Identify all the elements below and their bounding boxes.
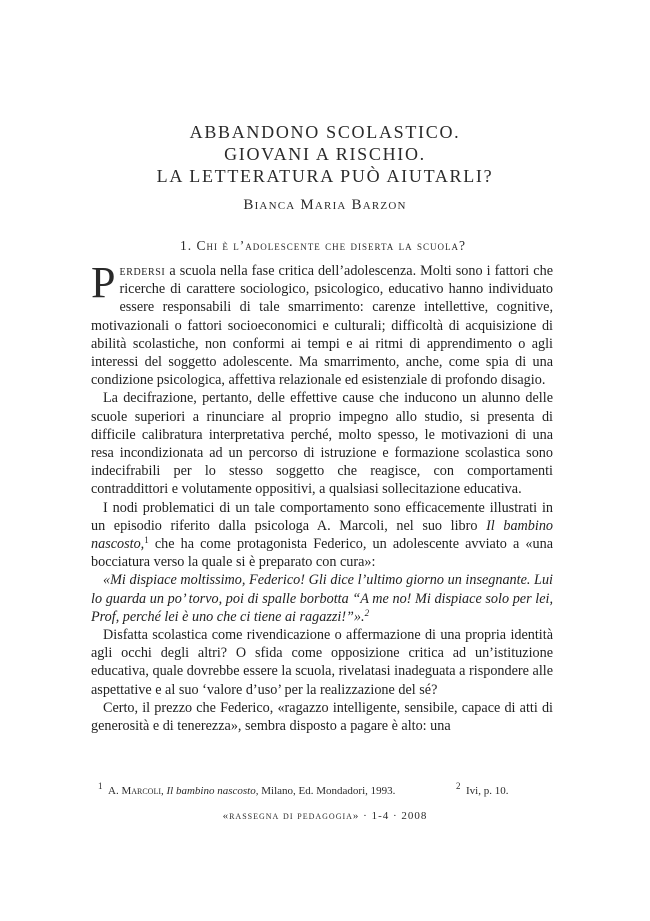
footnote-2-number: 2 [456, 781, 461, 791]
footnote-1-author: A. Marcoli, [108, 785, 164, 797]
footnote-ref-2[interactable]: 2 [364, 607, 370, 618]
paragraph-3 [91, 499, 553, 572]
section-heading: 1. Chi è l’adolescente che diserta la scuola? [180, 238, 466, 253]
paragraph-3-text-a: I nodi problematici di un tale comportamento sono efficacemente illustrati in un episodio riferito dalla psicologa A. Marcoli, nel suo libro [91, 499, 553, 534]
running-footer: «rassegna di pedagogia» · 1-4 · 2008 [222, 810, 428, 822]
paragraph-2: La decifrazione, pertanto, delle effettive cause che inducono un alunno delle scuole superiori a rinunciare al proprio impegno allo studio, si presenta di difficile calibratura interpretativa perché, molto spesso, le motivazioni di una resa incondizionata ad un percorso di istruzione e formazione scolastica sono indecifrabili per lo stesso soggetto che reagisce, con comportamenti contraddittori e volutamente oppositivi, a qualsiasi sollecitazione educativa. [91, 390, 553, 498]
footnote-2-text: Ivi, p. 10. [466, 785, 509, 797]
article-title-line-1: ABBANDONO SCOLASTICO. [189, 122, 461, 142]
footnote-1-title: Il bambino nascosto, [166, 785, 259, 797]
article-title-line-2: GIOVANI A RISCHIO. [224, 144, 426, 164]
paragraph-3-text-b: che ha come protagonista Federico, un adolescente avviato a «una bocciatura verso la quale si è preparato con cura»: [91, 536, 553, 571]
footnote-1-number: 1 [98, 781, 103, 791]
footnote-2 [456, 781, 509, 797]
article-title-line-3: LA LETTERATURA PUÒ AIUTARLI? [156, 166, 494, 186]
paragraph-1-text: a scuola nella fase critica dell’adolescenza. Molti sono i fattori che ricerche di carattere sociologico, psicologico, educativo hanno individuato essere responsabili di tale smarrimento: carenze intellettive, cognitive, motivazionali o fattori socioeconomici e culturali; difficoltà di acquisizione di abilità scolastiche, non conformi ai tempi e ai ritmi di apprendimento o agli interessi del soggetto adolescente. Ma smarrimento, anche, come spia di una condizione psicologica, affettiva relazionale ed esistenziale di profondo disagio. [91, 263, 553, 389]
article-author: Bianca Maria Barzon [243, 197, 407, 213]
quotation-text: «Mi dispiace moltissimo, Federico! Gli dice l’ultimo giorno un insegnante. Lui lo guarda un po’ torvo, poi di spalle borbotta “A me no! Mi dispiace solo per lei, Prof, perché lei è uno che ci tiene ai ragazzi!”». [91, 572, 553, 625]
footnote-ref-1[interactable]: 1 [144, 535, 149, 546]
paragraph-1 [91, 258, 553, 389]
article-body [91, 258, 554, 735]
drop-cap: P [91, 258, 116, 307]
paragraph-4: Disfatta scolastica come rivendicazione o affermazione di una propria identità agli occhi degli altri? O sfida come opposizione critica ad un’istituzione educativa, quale dovrebbe essere la scuola, rivelatasi inadeguata a rispondere alle aspettative e al suo ‘valore d’uso’ per la realizzazione del sé? [91, 627, 553, 698]
paragraph-5: Certo, il prezzo che Federico, «ragazzo intelligente, sensibile, capace di atti di generosità e di tenerezza», sembra disposto a pagare è alto: una [91, 699, 553, 735]
footnote-1-details: Milano, Ed. Mondadori, 1993. [261, 785, 396, 797]
footnote-1 [98, 781, 396, 797]
book-title-citation: Il bambino nascosto, [91, 517, 554, 553]
quotation [91, 571, 553, 626]
lead-in-smallcaps: erdersi [119, 263, 166, 279]
article-title-block [0, 121, 650, 214]
